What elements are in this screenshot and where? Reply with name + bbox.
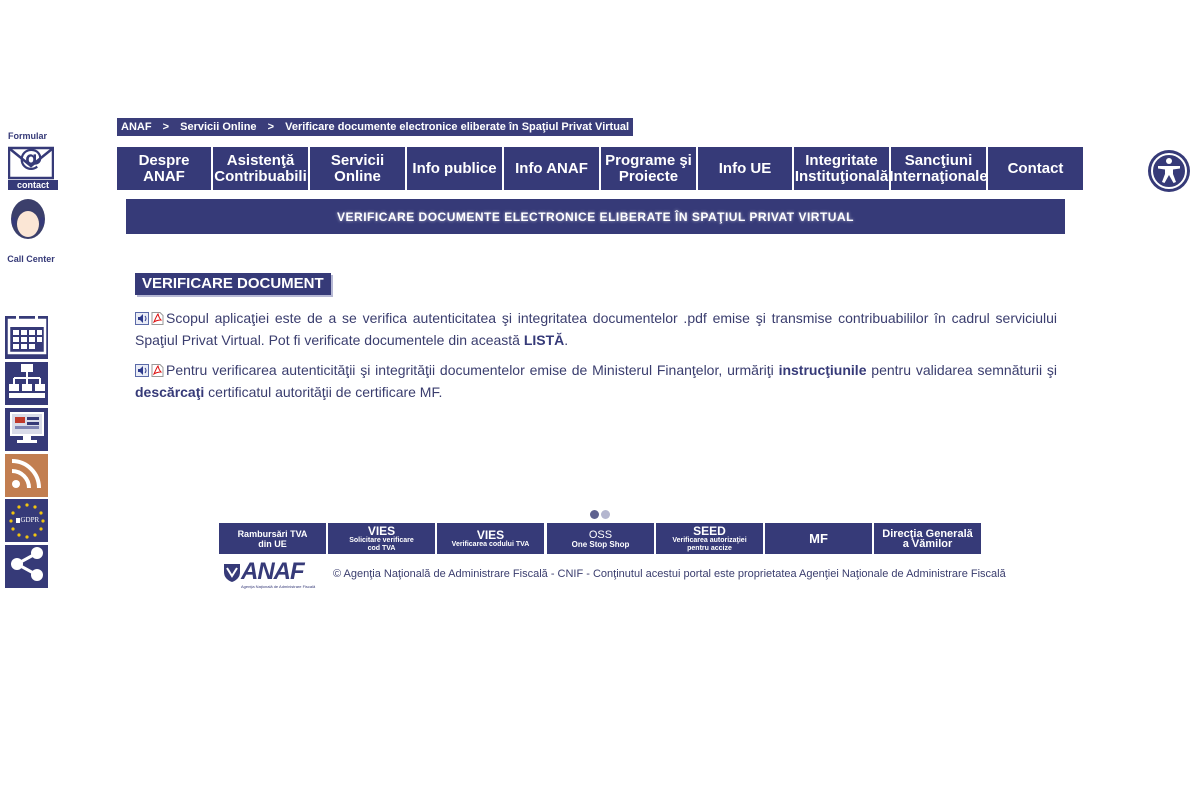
instructiuni-link[interactable]: instrucţiunile [778,362,867,378]
tile-rambursari-tva[interactable] [219,523,326,554]
anaf-logo[interactable] [223,558,331,591]
gdpr-label: GDPR [20,515,40,524]
svg-text:@: @ [19,144,43,172]
nav-info-anaf[interactable]: Info ANAF [504,147,599,190]
copyright-text: © Agenţia Naţională de Administrare Fiscală - CNIF - Conţinutul acestui portal este proprietatea Agenţiei Naţionale de Administrare Fiscală [333,568,1006,580]
accessibility-button[interactable] [1147,149,1191,193]
rss-icon [8,454,46,497]
breadcrumb-current: Verificare documente electronice eliberate în Spaţiul Privat Virtual [285,121,630,133]
tile-vies-solicitare[interactable] [328,523,435,554]
paragraph-instructions [135,360,1057,402]
calendar-button[interactable] [5,316,48,359]
paragraph-instructions-text-1: Pentru verificarea autenticităţii şi integrităţii documentelor emise de Ministerul Finanţelor, urmăriţi [166,362,779,378]
monitor-button[interactable] [5,408,48,451]
tile-subtitle: One Stop Shop [571,539,630,549]
speaker-icon[interactable] [135,362,149,382]
nav-contact[interactable]: Contact [988,147,1083,190]
call-center-icon [10,199,46,248]
share-icon [8,545,46,588]
formular-label: Formular [8,131,48,141]
share-button[interactable] [5,545,48,588]
tile-vies-verificare[interactable] [437,523,544,554]
tile-title: VIES [476,527,505,542]
formular-contact-link[interactable] [4,131,58,193]
carousel-dot-2[interactable] [601,510,610,519]
nav-integritate-institutionala[interactable]: Integritate Instituţională [794,147,889,190]
breadcrumb-separator: > [162,121,170,133]
gdpr-button[interactable] [5,499,48,542]
tile-title: OSS [588,528,613,541]
descarcati-link[interactable]: descărcaţi [135,384,205,400]
pdf-icon[interactable] [151,362,164,382]
tile-seed[interactable] [656,523,763,554]
paragraph-scope [135,308,1057,350]
nav-despre-anaf[interactable]: Despre ANAF [117,147,211,190]
paragraph-scope-end: . [564,332,569,348]
tile-title: SEED [693,523,726,538]
sitemap-button[interactable] [5,362,48,405]
tile-mf[interactable] [765,523,872,554]
paragraph-scope-text: Scopul aplicaţiei este de a se verifica autenticitatea şi integritatea documentelor .pdf emise şi transmise contribuabililor în cadrul serviciului Spaţiul Privat Virtual. Pot fi verificate documentele din această [135,310,1057,348]
nav-sanctiuni-internationale[interactable]: Sancţiuni Internaţionale [891,147,986,190]
tile-title: MF [809,530,828,546]
nav-info-publice[interactable]: Info publice [407,147,502,190]
rss-button[interactable] [5,454,48,497]
speaker-icon[interactable] [135,310,149,330]
shield-icon [223,563,241,588]
breadcrumb-separator: > [267,121,275,133]
pdf-icon[interactable] [151,310,164,330]
email-icon [8,142,54,185]
page-banner: VERIFICARE DOCUMENTE ELECTRONICE ELIBERATE ÎN SPAŢIUL PRIVAT VIRTUAL [126,199,1065,234]
call-center-label: Call Center [7,254,55,264]
contact-label: contact [8,180,58,190]
tile-subtitle: a Vămilor [902,537,953,550]
monitor-icon [8,408,46,451]
accessibility-icon [1147,180,1191,197]
breadcrumb-servicii-online[interactable]: Servicii Online [180,121,257,133]
tile-directia-vamilor[interactable] [874,523,981,554]
nav-programe-proiecte[interactable]: Programe şi Proiecte [601,147,696,190]
tile-subtitle: Solicitare verificare cod TVA [349,536,414,552]
gdpr-icon [7,501,47,541]
sitemap-icon [8,362,46,405]
nav-asistenta-contribuabili[interactable]: Asistenţă Contribuabili [213,147,308,190]
tile-subtitle: din UE [258,538,287,549]
paragraph-instructions-text-2: pentru validarea semnăturii şi [866,362,1057,378]
call-center-link[interactable] [4,199,58,267]
nav-info-ue[interactable]: Info UE [698,147,792,190]
carousel-dot-1[interactable] [590,510,599,519]
tile-title: VIES [367,523,396,538]
breadcrumb-home[interactable]: ANAF [121,121,152,133]
main-nav [117,147,1085,190]
breadcrumb [117,118,633,136]
section-title: VERIFICARE DOCUMENT [135,273,331,295]
calendar-icon [7,315,47,360]
tile-subtitle: Verificarea autorizaţiei pentru accize [672,536,747,552]
logo-subtext: Agenţia Naţională de Administrare Fiscală [241,584,316,589]
lista-link[interactable]: LISTĂ [523,332,565,348]
tile-title: Rambursări TVA [237,528,308,539]
logo-text: ANAF [241,558,304,585]
tile-title: Direcţia Generală [882,527,973,540]
paragraph-instructions-text-3: certificatul autorităţii de certificare MF. [204,384,443,400]
tile-oss[interactable] [547,523,654,554]
tile-subtitle: Verificarea codului TVA [451,540,530,548]
nav-servicii-online[interactable]: Servicii Online [310,147,405,190]
